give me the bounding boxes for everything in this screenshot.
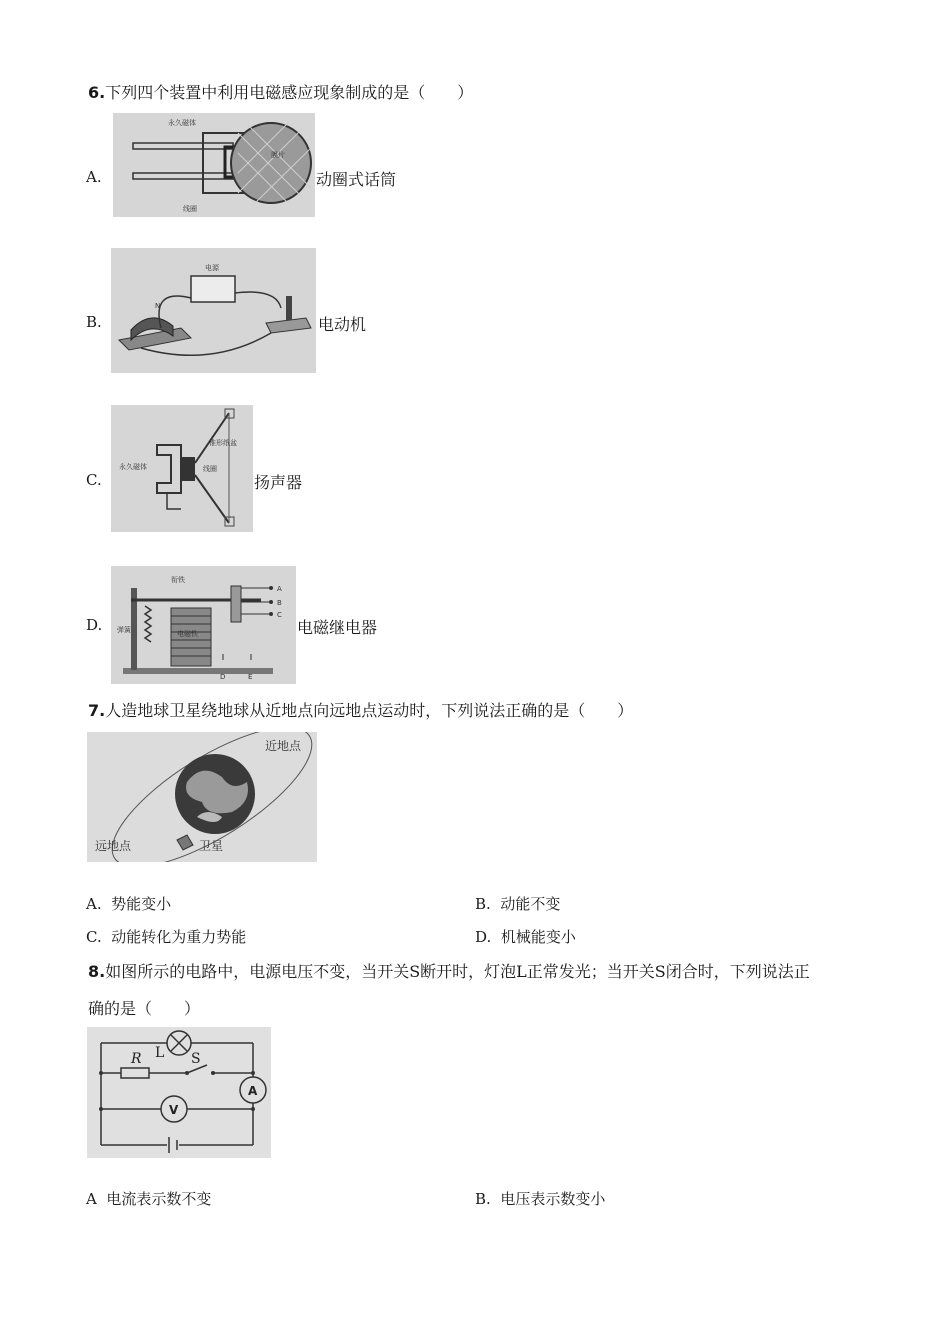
ammeter-icon: A [248,1084,258,1098]
fig-d-label: 弹簧 [117,626,131,634]
fig-b-label: N [155,302,161,310]
option-caption: 电动机 [318,315,367,334]
resistor-label: R [131,1051,142,1067]
question-number: 8. [88,962,106,981]
figure-circuit-diagram [87,1027,271,1158]
fig-c-label: 锥形纸盆 [209,439,237,447]
figure-satellite-orbit [87,732,317,862]
voltmeter-icon: V [169,1103,179,1117]
switch-label: S [191,1051,201,1067]
q7-option-b: B. 动能不变 [475,895,561,913]
fig-c-label: 永久磁体 [119,463,147,471]
question-number: 7. [88,701,106,720]
figure-electric-motor [111,248,316,373]
figure-loudspeaker [111,405,253,532]
perigee-label: 近地点 [265,739,302,753]
fig-c-label: 线圈 [203,465,217,473]
q7-option-c: C. 动能转化为重力势能 [86,928,247,946]
question-8-stem-line2: 确的是（ ） [88,999,201,1018]
option-letter: B. [86,313,102,331]
option-caption: 动圈式话筒 [316,170,397,189]
figure-electromagnetic-relay [111,566,296,684]
option-caption: 扬声器 [254,473,303,492]
fig-d-label: 电磁铁 [177,630,198,638]
fig-b-label: 电源 [205,264,219,272]
q7-option-a: A. 势能变小 [86,895,172,913]
option-letter: D. [86,616,103,634]
question-7-stem: 7.人造地球卫星绕地球从近地点向远地点运动时，下列说法正确的是（ ） [88,701,634,720]
fig-d-label: E [248,673,253,681]
question-8-stem-line1: 8.如图所示的电路中，电源电压不变，当开关S断开时，灯泡L正常发光；当开关S闭合时，下列说法正 [88,962,810,981]
q7-option-d: D. 机械能变小 [475,928,576,946]
option-letter: A. [86,168,102,186]
fig-d-label: B [277,599,282,607]
bulb-label: L [155,1045,165,1061]
q8-option-a: A 电流表示数不变 [86,1190,212,1208]
apogee-label: 远地点 [95,839,132,853]
fig-a-label: 永久磁体 [168,119,196,127]
satellite-label: 卫星 [199,839,224,853]
question-number: 6. [88,83,106,102]
fig-a-label: 线圈 [183,205,197,213]
fig-d-label: C [277,611,282,619]
option-caption: 电磁继电器 [297,618,378,637]
fig-a-label: 膜片 [271,151,285,159]
question-6-stem: 6.下列四个装置中利用电磁感应现象制成的是（ ） [88,83,474,102]
q8-option-b: B. 电压表示数变小 [475,1190,606,1208]
fig-d-label: D [220,673,226,681]
option-letter: C. [86,471,102,489]
fig-d-label: A [277,585,282,593]
figure-moving-coil-microphone [113,113,315,217]
fig-d-label: 衔铁 [171,576,185,584]
